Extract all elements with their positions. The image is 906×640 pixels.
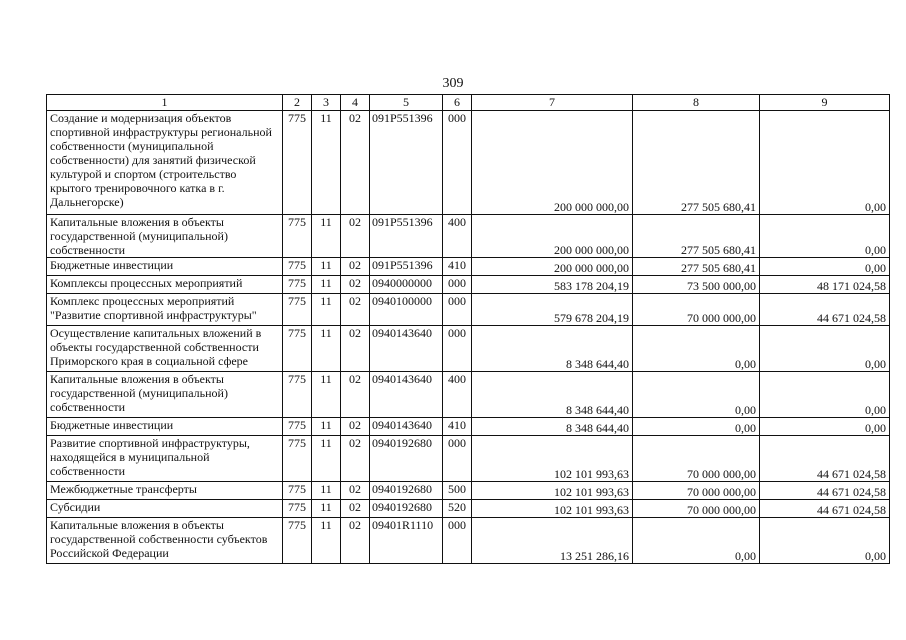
amount-col-8-cell: 277 505 680,41 (633, 111, 760, 215)
target-code-cell: 0940143640 (370, 418, 443, 436)
subsection-code-cell: 02 (341, 326, 370, 372)
section-code-cell: 11 (312, 518, 341, 564)
page-number: 309 (442, 76, 464, 91)
expense-type-code-cell: 000 (443, 326, 472, 372)
amount-col-9-cell: 0,00 (760, 418, 890, 436)
admin-code-cell: 775 (283, 294, 312, 326)
amount-col-9-cell: 0,00 (760, 326, 890, 372)
row-name-cell: Комплекс процессных мероприятий "Развитие спортивной инфраструктуры" (47, 294, 283, 326)
amount-col-7-cell: 200 000 000,00 (472, 215, 633, 258)
subsection-code-cell: 02 (341, 215, 370, 258)
row-name-cell: Бюджетные инвестиции (47, 418, 283, 436)
amount-col-9-cell: 0,00 (760, 111, 890, 215)
amount-col-7-cell: 8 348 644,40 (472, 418, 633, 436)
amount-col-9-cell: 0,00 (760, 258, 890, 276)
table-row (47, 372, 890, 418)
amount-col-8-cell: 70 000 000,00 (633, 436, 760, 482)
expense-type-code-cell: 500 (443, 482, 472, 500)
table-row (47, 436, 890, 482)
admin-code-cell: 775 (283, 518, 312, 564)
expense-type-code-cell: 520 (443, 500, 472, 518)
row-name-cell: Осуществление капитальных вложений в объекты государственной собственности Приморского края в социальной сфере (47, 326, 283, 372)
table-header (47, 95, 890, 111)
section-code-cell: 11 (312, 111, 341, 215)
section-code-cell: 11 (312, 500, 341, 518)
expense-type-code-cell: 410 (443, 258, 472, 276)
header-cell-5: 5 (370, 95, 443, 111)
section-code-cell: 11 (312, 215, 341, 258)
table-row (47, 518, 890, 564)
header-cell-7: 7 (472, 95, 633, 111)
expense-type-code-cell: 400 (443, 215, 472, 258)
target-code-cell: 0940143640 (370, 372, 443, 418)
amount-col-7-cell: 579 678 204,19 (472, 294, 633, 326)
amount-col-9-cell: 44 671 024,58 (760, 294, 890, 326)
section-code-cell: 11 (312, 482, 341, 500)
admin-code-cell: 775 (283, 418, 312, 436)
header-cell-1: 1 (47, 95, 283, 111)
target-code-cell: 0940100000 (370, 294, 443, 326)
amount-col-7-cell: 8 348 644,40 (472, 326, 633, 372)
table-row (47, 111, 890, 215)
amount-col-9-cell: 44 671 024,58 (760, 436, 890, 482)
header-cell-2: 2 (283, 95, 312, 111)
table-row (47, 258, 890, 276)
row-name-cell: Межбюджетные трансферты (47, 482, 283, 500)
table-row (47, 500, 890, 518)
amount-col-9-cell: 44 671 024,58 (760, 500, 890, 518)
amount-col-9-cell: 0,00 (760, 372, 890, 418)
section-code-cell: 11 (312, 418, 341, 436)
amount-col-8-cell: 70 000 000,00 (633, 294, 760, 326)
row-name-cell: Создание и модернизация объектов спортивной инфраструктуры региональной собственности (муниципальной собственности) для занятий физической культурой и спортом (строительство крытого тренировочного катка в г. Дальнегорске) (47, 111, 283, 215)
expense-type-code-cell: 000 (443, 294, 472, 326)
amount-col-7-cell: 200 000 000,00 (472, 111, 633, 215)
admin-code-cell: 775 (283, 111, 312, 215)
table-row (47, 276, 890, 294)
admin-code-cell: 775 (283, 500, 312, 518)
amount-col-7-cell: 13 251 286,16 (472, 518, 633, 564)
header-cell-9: 9 (760, 95, 890, 111)
admin-code-cell: 775 (283, 215, 312, 258)
expense-type-code-cell: 000 (443, 111, 472, 215)
expense-type-code-cell: 000 (443, 276, 472, 294)
amount-col-7-cell: 200 000 000,00 (472, 258, 633, 276)
amount-col-8-cell: 0,00 (633, 372, 760, 418)
target-code-cell: 091P551396 (370, 258, 443, 276)
table-row (47, 294, 890, 326)
amount-col-9-cell: 44 671 024,58 (760, 482, 890, 500)
row-name-cell: Субсидии (47, 500, 283, 518)
admin-code-cell: 775 (283, 436, 312, 482)
header-row (47, 95, 890, 111)
expense-type-code-cell: 000 (443, 436, 472, 482)
row-name-cell: Развитие спортивной инфраструктуры, находящейся в муниципальной собственности (47, 436, 283, 482)
subsection-code-cell: 02 (341, 294, 370, 326)
target-code-cell: 0940192680 (370, 500, 443, 518)
target-code-cell: 0940192680 (370, 436, 443, 482)
subsection-code-cell: 02 (341, 111, 370, 215)
admin-code-cell: 775 (283, 372, 312, 418)
amount-col-7-cell: 102 101 993,63 (472, 482, 633, 500)
amount-col-8-cell: 0,00 (633, 326, 760, 372)
target-code-cell: 091P551396 (370, 215, 443, 258)
row-name-cell: Капитальные вложения в объекты государственной (муниципальной) собственности (47, 372, 283, 418)
subsection-code-cell: 02 (341, 436, 370, 482)
subsection-code-cell: 02 (341, 258, 370, 276)
target-code-cell: 09401R1110 (370, 518, 443, 564)
target-code-cell: 0940143640 (370, 326, 443, 372)
row-name-cell: Бюджетные инвестиции (47, 258, 283, 276)
subsection-code-cell: 02 (341, 372, 370, 418)
amount-col-8-cell: 0,00 (633, 518, 760, 564)
subsection-code-cell: 02 (341, 418, 370, 436)
amount-col-8-cell: 70 000 000,00 (633, 500, 760, 518)
section-code-cell: 11 (312, 372, 341, 418)
admin-code-cell: 775 (283, 276, 312, 294)
table-row (47, 482, 890, 500)
expense-type-code-cell: 410 (443, 418, 472, 436)
amount-col-9-cell: 0,00 (760, 518, 890, 564)
row-name-cell: Комплексы процессных мероприятий (47, 276, 283, 294)
header-cell-4: 4 (341, 95, 370, 111)
table-row (47, 215, 890, 258)
row-name-cell: Капитальные вложения в объекты государственной собственности субъектов Российской Федерации (47, 518, 283, 564)
table-body (47, 111, 890, 564)
amount-col-8-cell: 73 500 000,00 (633, 276, 760, 294)
subsection-code-cell: 02 (341, 518, 370, 564)
section-code-cell: 11 (312, 326, 341, 372)
target-code-cell: 0940000000 (370, 276, 443, 294)
amount-col-9-cell: 48 171 024,58 (760, 276, 890, 294)
subsection-code-cell: 02 (341, 500, 370, 518)
amount-col-7-cell: 583 178 204,19 (472, 276, 633, 294)
budget-table (46, 94, 890, 564)
target-code-cell: 091P551396 (370, 111, 443, 215)
section-code-cell: 11 (312, 276, 341, 294)
amount-col-8-cell: 277 505 680,41 (633, 215, 760, 258)
target-code-cell: 0940192680 (370, 482, 443, 500)
header-cell-3: 3 (312, 95, 341, 111)
amount-col-7-cell: 102 101 993,63 (472, 500, 633, 518)
subsection-code-cell: 02 (341, 482, 370, 500)
amount-col-7-cell: 102 101 993,63 (472, 436, 633, 482)
section-code-cell: 11 (312, 258, 341, 276)
table-row (47, 418, 890, 436)
section-code-cell: 11 (312, 436, 341, 482)
header-cell-8: 8 (633, 95, 760, 111)
amount-col-7-cell: 8 348 644,40 (472, 372, 633, 418)
admin-code-cell: 775 (283, 482, 312, 500)
expense-type-code-cell: 000 (443, 518, 472, 564)
amount-col-8-cell: 70 000 000,00 (633, 482, 760, 500)
table-row (47, 326, 890, 372)
admin-code-cell: 775 (283, 258, 312, 276)
row-name-cell: Капитальные вложения в объекты государственной (муниципальной) собственности (47, 215, 283, 258)
admin-code-cell: 775 (283, 326, 312, 372)
header-cell-6: 6 (443, 95, 472, 111)
expense-type-code-cell: 400 (443, 372, 472, 418)
subsection-code-cell: 02 (341, 276, 370, 294)
amount-col-8-cell: 277 505 680,41 (633, 258, 760, 276)
amount-col-9-cell: 0,00 (760, 215, 890, 258)
section-code-cell: 11 (312, 294, 341, 326)
amount-col-8-cell: 0,00 (633, 418, 760, 436)
